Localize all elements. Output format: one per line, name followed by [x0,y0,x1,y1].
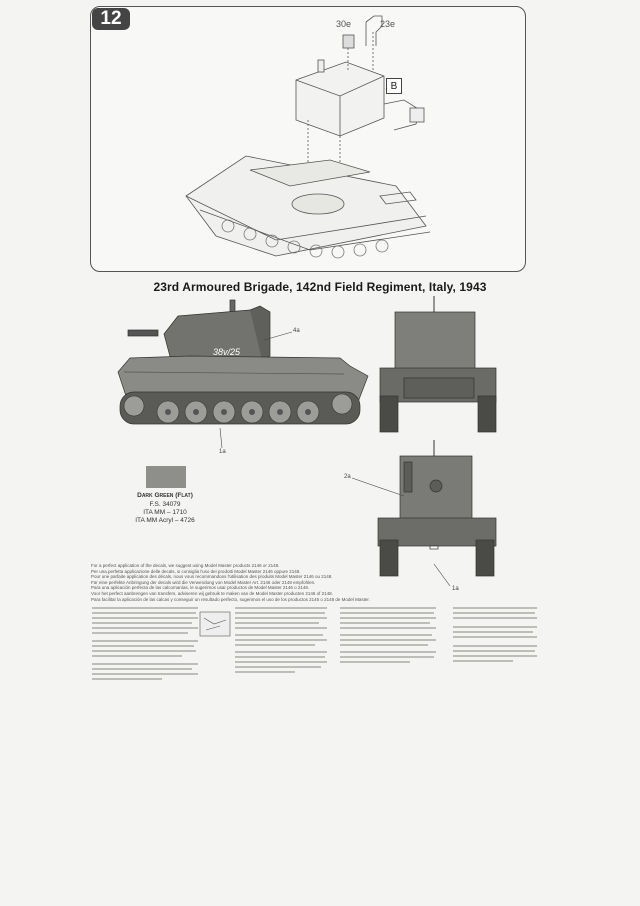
intro-line: Pour une parfaite application des décals, nous vous recommandons l'utilisation des produits Model Master 2146 ou 2148. [91,574,333,580]
scheme-title: 23rd Armoured Brigade, 142nd Field Regiment, Italy, 1943 [153,280,487,294]
paint-fs-code: F.S. 34079 [149,501,181,508]
paint-ita-code: ITA MM – 1710 [143,509,187,516]
intro-line: Para facilitar la aplicación de las calcas y conseguir un resultado perfecto, sugerimos el uso de los productos 2146 o 2148 de Model Master. [91,596,370,602]
label-side-1a: 1a [219,449,226,455]
intro-line: For a perfect application of the decals, we suggest using Model Master products 2146 or 2148. [91,563,280,568]
part-number-30e: 30e [336,19,352,29]
label-rear-1a: 1a [452,586,459,592]
step-number-badge: 12 [92,8,130,30]
label-rear-2a: 2a [344,474,351,480]
callout-b-label: B [386,78,402,94]
part-number-23e: 23e [380,19,396,29]
paint-name: Dark Green (Flat) [137,492,193,499]
hull-number-marking: 38v/25 [213,347,241,357]
paint-ita-acryl-code: ITA MM Acryl – 4726 [135,517,195,524]
intro-line: Voor het perfect aanbrengen van transfers, adviseren wij gebruik te maken van de Model Master producten 2146 of 2148. [91,590,333,596]
label-side-4a: 4a [293,328,300,334]
intro-line: Para una aplicación perfecta de las calcomanías, le sugerimos usar productos de Model Master 2146 o 2148. [91,585,310,591]
intro-line: Für eine perfekte Anbringung der decals wird die Verwendung von Model Master Art. 2146 oder 2148 empfohlen. [91,579,316,585]
intro-line: Per una perfetta applicazione delle decals, si consiglia l'uso dei prodotti Model Master 2146 oppure 2148. [91,568,301,574]
decal-application-illustration [200,612,230,636]
